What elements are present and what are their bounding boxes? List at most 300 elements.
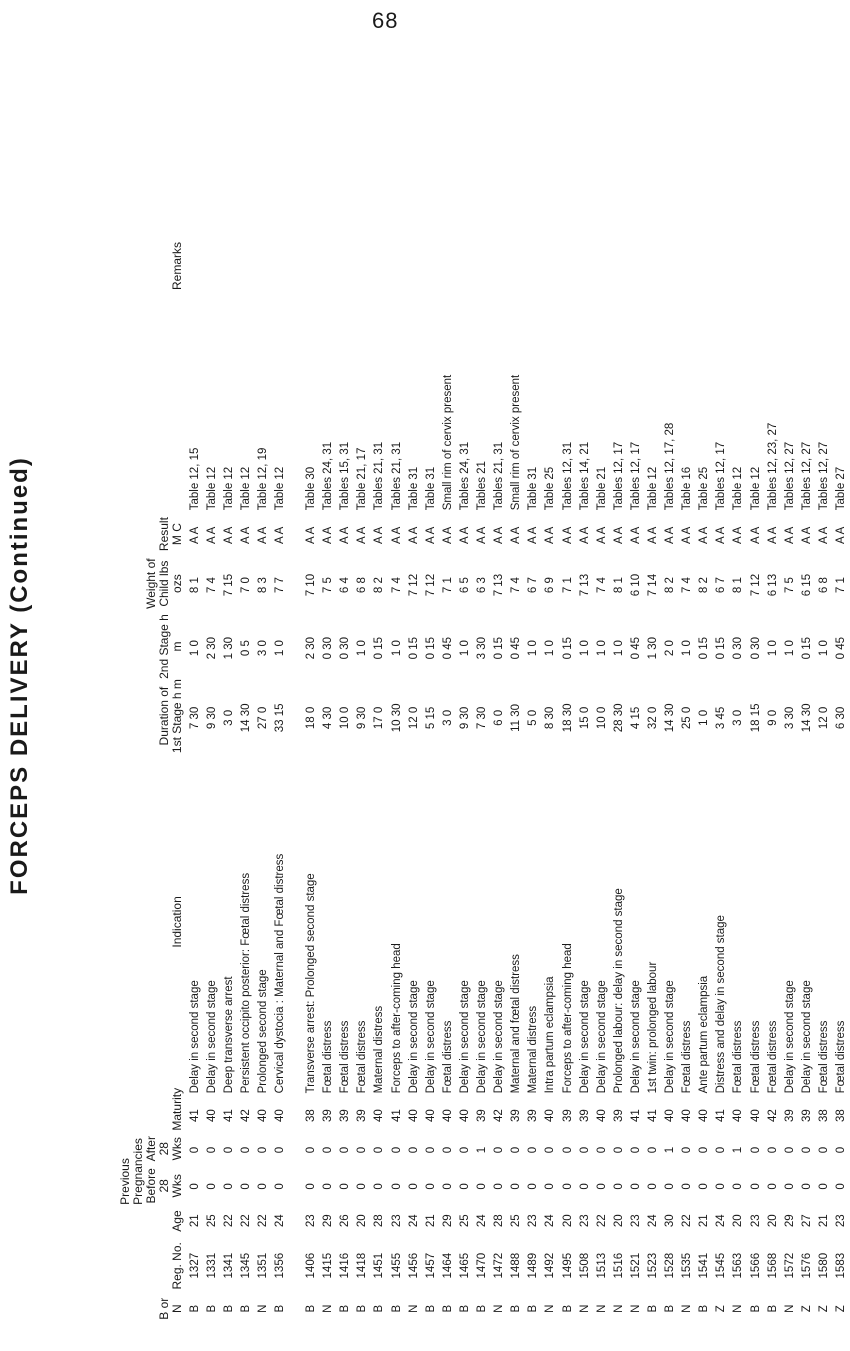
cell-indication: Maternal and fœtal distress [510, 954, 523, 1094]
cell-reg: 1341 [222, 1252, 235, 1279]
cell-prev-before: 0 [800, 1183, 813, 1190]
cell-indication: Transverse arrest: Prolonged second stage [305, 873, 318, 1094]
cell-prev-after: 0 [205, 1146, 218, 1154]
cell-age: 24 [715, 1214, 728, 1228]
cell-result-child: A [715, 526, 728, 535]
cell-stage2: 1 0 [595, 640, 608, 657]
cell-result [408, 516, 420, 554]
cell-remarks: Tables 12, 17 [715, 441, 728, 511]
cell-prev-before: 0 [274, 1183, 287, 1190]
cell-reg: 1331 [205, 1252, 218, 1279]
header-result: Result M C [157, 517, 184, 552]
cell-maturity: 40 [441, 1109, 454, 1123]
cell-stage2: 1 0 [578, 640, 591, 657]
cell-remarks: Tables 12, 27 [783, 441, 796, 511]
cell-weight: 6 7 [715, 577, 728, 594]
cell-age: 20 [612, 1214, 625, 1228]
cell-result-mother: A [390, 536, 403, 545]
cell-reg: 1470 [476, 1252, 489, 1279]
cell-stage2: 0 45 [510, 636, 523, 660]
cell-prev-after: 0 [646, 1146, 659, 1154]
cell-result [493, 516, 505, 554]
cell-remarks: Tables 21, 31 [390, 441, 403, 511]
cell-age: 22 [681, 1214, 694, 1228]
cell-stage2: 3 0 [256, 640, 269, 657]
cell-stage2: 1 30 [646, 636, 659, 660]
cell-result [223, 516, 235, 554]
cell-weight: 7 4 [390, 577, 403, 594]
cell-reg: 1513 [595, 1252, 608, 1279]
cell-weight: 6 9 [544, 577, 557, 594]
cell-result-mother: A [749, 536, 762, 545]
cell-remarks: Table 12 [274, 466, 287, 511]
cell-prev-after: 0 [493, 1146, 506, 1154]
cell-result-mother: A [612, 536, 625, 545]
cell-age: 29 [322, 1214, 335, 1228]
table-row [203, 23, 220, 1323]
cell-indication: Fœtal distress [339, 1020, 352, 1094]
cell-indication: Delay in second stage [424, 980, 437, 1094]
cell-stage1: 10 30 [390, 703, 403, 733]
cell-indication: Delay in second stage [407, 980, 420, 1094]
cell-stage2: 0 45 [441, 636, 454, 660]
table-row [644, 23, 661, 1323]
cell-age: 22 [222, 1214, 235, 1228]
cell-age: 23 [749, 1214, 762, 1228]
cell-result-mother: A [322, 536, 335, 545]
cell-stage2: 0 15 [424, 636, 437, 660]
cell-reg: 1541 [698, 1252, 711, 1279]
cell-remarks: Table 12 [749, 466, 762, 511]
table-row [456, 23, 473, 1323]
cell-remarks: Table 31 [407, 466, 420, 511]
cell-stage2: 0 5 [239, 640, 252, 657]
cell-prev-after: 1 [664, 1146, 677, 1154]
cell-maturity: 39 [510, 1109, 523, 1123]
cell-stage1: 17 0 [373, 706, 386, 730]
cell-prev-before: 0 [305, 1183, 318, 1190]
cell-weight: 6 10 [629, 573, 642, 597]
cell-remarks: Table 12, 19 [256, 447, 269, 511]
cell-remarks: Tables 15, 31 [339, 441, 352, 511]
cell-result-mother: A [835, 536, 848, 545]
cell-weight: 8 1 [732, 577, 745, 594]
cell-result-mother: A [561, 536, 574, 545]
cell-result [527, 516, 539, 554]
cell-age: 24 [476, 1214, 489, 1228]
cell-weight: 7 14 [646, 573, 659, 597]
cell-result-child: A [476, 526, 489, 535]
cell-remarks: Tables 12, 17 [612, 441, 625, 511]
table-row [696, 23, 713, 1323]
cell-bn: N [544, 1304, 557, 1313]
cell-remarks: Table 25 [544, 466, 557, 511]
cell-bn: B [390, 1304, 403, 1313]
cell-age: 21 [817, 1214, 830, 1228]
cell-stage2: 0 15 [373, 636, 386, 660]
cell-age: 23 [629, 1214, 642, 1228]
cell-maturity: 40 [732, 1109, 745, 1123]
cell-result-child: A [188, 526, 201, 535]
cell-result-mother: A [578, 536, 591, 545]
cell-reg: 1568 [766, 1252, 779, 1279]
cell-stage1: 9 30 [356, 706, 369, 730]
cell-prev-before: 0 [222, 1183, 235, 1190]
cell-stage1: 3 30 [783, 706, 796, 730]
cell-indication: Persistent occipito posterior: Fœtal distress [239, 872, 252, 1094]
group-separator [289, 23, 303, 1323]
cell-stage2: 2 30 [205, 636, 218, 660]
cell-indication: Forceps to after-coming head [561, 943, 574, 1094]
cell-prev-before: 0 [390, 1183, 403, 1190]
cell-maturity: 40 [205, 1109, 218, 1123]
cell-prev-after: 0 [256, 1146, 269, 1154]
cell-prev-after: 1 [732, 1146, 745, 1154]
cell-prev-before: 0 [766, 1183, 779, 1190]
cell-remarks: Table 12 [205, 466, 218, 511]
cell-result-mother: A [305, 536, 318, 545]
cell-reg: 1455 [390, 1252, 403, 1279]
cell-bn: N [783, 1304, 796, 1313]
cell-result [442, 516, 454, 554]
cell-indication: Deep transverse arrest [222, 976, 235, 1094]
cell-reg: 1572 [783, 1252, 796, 1279]
cell-weight: 7 13 [578, 573, 591, 597]
cell-weight: 6 15 [800, 573, 813, 597]
table-row [576, 23, 593, 1323]
cell-stage2: 1 0 [544, 640, 557, 657]
cell-remarks: Tables 21, 31 [373, 441, 386, 511]
cell-result-mother: A [817, 536, 830, 545]
cell-stage1: 7 30 [188, 706, 201, 730]
cell-result-child: A [766, 526, 779, 535]
cell-result [562, 516, 574, 554]
cell-result [664, 516, 676, 554]
cell-result-child: A [356, 526, 369, 535]
cell-stage1: 14 30 [664, 703, 677, 733]
cell-indication: Fœtal distress [322, 1020, 335, 1094]
cell-bn: B [222, 1304, 235, 1313]
cell-maturity: 40 [664, 1109, 677, 1123]
header-bor: B or N [157, 1297, 184, 1320]
cell-result [647, 516, 659, 554]
cell-weight: 7 12 [407, 573, 420, 597]
cell-stage1: 3 45 [715, 706, 728, 730]
cell-prev-after: 0 [188, 1146, 201, 1154]
cell-stage1: 7 30 [476, 706, 489, 730]
cell-result [715, 516, 727, 554]
cell-weight: 7 5 [783, 577, 796, 594]
cell-stage1: 4 30 [322, 706, 335, 730]
cell-prev-after: 0 [681, 1146, 694, 1154]
cell-age: 24 [274, 1214, 287, 1228]
cell-result [510, 516, 522, 554]
cell-prev-after: 0 [835, 1146, 848, 1154]
cell-maturity: 41 [188, 1109, 201, 1123]
cell-prev-before: 0 [356, 1183, 369, 1190]
cell-result-child: A [817, 526, 830, 535]
cell-prev-before: 0 [561, 1183, 574, 1190]
cell-remarks: Tables 12, 31 [561, 441, 574, 511]
cell-reg: 1516 [612, 1252, 625, 1279]
cell-prev-before: 0 [544, 1183, 557, 1190]
cell-bn: B [646, 1304, 659, 1313]
table-row [405, 23, 422, 1323]
cell-maturity: 41 [715, 1109, 728, 1123]
cell-prev-after: 0 [390, 1146, 403, 1154]
cell-age: 25 [510, 1214, 523, 1228]
cell-result [835, 516, 847, 554]
header-stage1-label: 1st Stage h m [170, 679, 184, 754]
cell-indication: Delay in second stage [595, 980, 608, 1094]
cell-prev-before: 0 [612, 1183, 625, 1190]
cell-remarks: Table 12 [646, 466, 659, 511]
cell-result-mother: A [441, 536, 454, 545]
cell-maturity: 40 [544, 1109, 557, 1123]
cell-bn: B [698, 1304, 711, 1313]
table-row [303, 23, 320, 1323]
cell-weight: 7 0 [239, 577, 252, 594]
cell-stage1: 15 0 [578, 706, 591, 730]
cell-weight: 7 4 [681, 577, 694, 594]
cell-stage2: 0 45 [835, 636, 848, 660]
cell-age: 21 [698, 1214, 711, 1228]
cell-maturity: 39 [356, 1109, 369, 1123]
cell-result-mother: A [629, 536, 642, 545]
cell-prev-before: 0 [476, 1183, 489, 1190]
cell-prev-after: 0 [222, 1146, 235, 1154]
cell-indication: Prolonged second stage [256, 969, 269, 1094]
cell-reg: 1472 [493, 1252, 506, 1279]
cell-stage2: 0 15 [715, 636, 728, 660]
cell-reg: 1415 [322, 1252, 335, 1279]
cell-maturity: 42 [239, 1109, 252, 1123]
cell-prev-after: 0 [510, 1146, 523, 1154]
cell-result-child: A [681, 526, 694, 535]
cell-prev-after: 0 [766, 1146, 779, 1154]
cell-indication: Prolonged labour: delay in second stage [612, 888, 625, 1094]
cell-stage2: 0 45 [629, 636, 642, 660]
cell-remarks: Table 27 [835, 466, 848, 511]
cell-stage1: 14 30 [239, 703, 252, 733]
cell-stage2: 0 30 [339, 636, 352, 660]
cell-result-child: A [339, 526, 352, 535]
cell-result-mother: A [239, 536, 252, 545]
cell-stage1: 18 30 [561, 703, 574, 733]
cell-weight: 7 12 [749, 573, 762, 597]
cell-stage1: 12 0 [407, 706, 420, 730]
cell-stage1: 32 0 [646, 706, 659, 730]
cell-bn: B [476, 1304, 489, 1313]
cell-result-mother: A [407, 536, 420, 545]
cell-prev-before: 0 [239, 1183, 252, 1190]
cell-stage1: 18 15 [749, 703, 762, 733]
cell-maturity: 41 [222, 1109, 235, 1123]
cell-prev-before: 0 [322, 1183, 335, 1190]
cell-result-mother: A [527, 536, 540, 545]
cell-age: 23 [835, 1214, 848, 1228]
cell-weight: 8 1 [188, 577, 201, 594]
cell-weight: 8 1 [612, 577, 625, 594]
header-reg-no: Reg. No. [170, 1242, 184, 1290]
cell-prev-before: 0 [527, 1183, 540, 1190]
table-row [559, 23, 576, 1323]
cell-prev-before: 0 [749, 1183, 762, 1190]
cell-indication: Delay in second stage [800, 980, 813, 1094]
header-prev-after: After 28 Wks [144, 1136, 184, 1162]
cell-prev-before: 0 [578, 1183, 591, 1190]
cell-age: 28 [493, 1214, 506, 1228]
cell-stage2: 0 30 [322, 636, 335, 660]
cell-weight: 6 4 [339, 577, 352, 594]
cell-stage2: 1 0 [612, 640, 625, 657]
cell-weight: 6 3 [476, 577, 489, 594]
cell-maturity: 39 [561, 1109, 574, 1123]
cell-bn: B [766, 1304, 779, 1313]
cell-remarks: Tables 12, 23, 27 [766, 422, 779, 511]
cell-bn: N [732, 1304, 745, 1313]
cell-result [189, 516, 201, 554]
cell-prev-after: 0 [373, 1146, 386, 1154]
cell-result-child: A [205, 526, 218, 535]
cell-result-mother: A [458, 536, 471, 545]
cell-prev-before: 0 [205, 1183, 218, 1190]
cell-prev-before: 0 [817, 1183, 830, 1190]
cell-stage1: 18 0 [305, 706, 318, 730]
cell-result [698, 516, 710, 554]
cell-maturity: 40 [458, 1109, 471, 1123]
cell-indication: 1st twin: prolonged labour [646, 961, 659, 1094]
cell-reg: 1327 [188, 1252, 201, 1279]
table-row [388, 23, 405, 1323]
cell-result-child: A [458, 526, 471, 535]
cell-stage1: 4 15 [629, 706, 642, 730]
cell-bn: N [629, 1304, 642, 1313]
cell-stage1: 11 30 [510, 703, 523, 732]
cell-weight: 7 1 [561, 577, 574, 594]
cell-result-child: A [239, 526, 252, 535]
cell-prev-before: 0 [835, 1183, 848, 1190]
cell-bn: B [458, 1304, 471, 1313]
cell-age: 20 [356, 1214, 369, 1228]
cell-bn: Z [715, 1305, 728, 1313]
cell-bn: B [305, 1304, 318, 1313]
cell-age: 23 [578, 1214, 591, 1228]
header-maturity: Maturity [170, 1087, 184, 1131]
cell-maturity: 42 [493, 1109, 506, 1123]
cell-stage1: 27 0 [256, 706, 269, 730]
cell-result-child: A [783, 526, 796, 535]
cell-maturity: 39 [476, 1109, 489, 1123]
cell-stage2: 0 30 [732, 636, 745, 660]
cell-remarks: Tables 12, 27 [800, 441, 813, 511]
cell-reg: 1528 [664, 1252, 677, 1279]
cell-stage2: 1 0 [274, 640, 287, 657]
cell-remarks: Table 30 [305, 466, 318, 511]
cell-indication: Cervical dystocia : Maternal and Fœtal distress [274, 853, 287, 1094]
cell-age: 26 [339, 1214, 352, 1228]
cell-stage2: 2 30 [305, 636, 318, 660]
cell-stage1: 10 0 [595, 706, 608, 730]
cell-age: 23 [527, 1214, 540, 1228]
table-body [186, 23, 850, 1323]
cell-indication: Ante partum eclampsia [698, 975, 711, 1094]
cell-result-mother: A [800, 536, 813, 545]
cell-bn: N [578, 1304, 591, 1313]
cell-result-child: A [595, 526, 608, 535]
cell-result-mother: A [188, 536, 201, 545]
cell-bn: B [188, 1304, 201, 1313]
cell-indication: Delay in second stage [493, 980, 506, 1094]
cell-bn: B [424, 1304, 437, 1313]
cell-stage2: 1 0 [681, 640, 694, 657]
table-row [713, 23, 730, 1323]
table-row [354, 23, 371, 1323]
table-row [491, 23, 508, 1323]
cell-result-child: A [274, 526, 287, 535]
cell-result-child: A [424, 526, 437, 535]
cell-reg: 1545 [715, 1252, 728, 1279]
cell-reg: 1566 [749, 1252, 762, 1279]
cell-result [391, 516, 403, 554]
cell-indication: Fœtal distress [732, 1020, 745, 1094]
cell-stage2: 0 30 [749, 636, 762, 660]
cell-remarks: Table 21 [595, 466, 608, 511]
cell-maturity: 38 [305, 1109, 318, 1123]
table-row [337, 23, 354, 1323]
cell-prev-after: 0 [239, 1146, 252, 1154]
cell-indication: Forceps to after-coming head [390, 943, 403, 1094]
table-row [474, 23, 491, 1323]
cell-indication: Fœtal distress [749, 1020, 762, 1094]
cell-bn: B [274, 1304, 287, 1313]
cell-maturity: 41 [629, 1109, 642, 1123]
cell-prev-after: 0 [595, 1146, 608, 1154]
cell-maturity: 40 [407, 1109, 420, 1123]
cell-prev-after: 0 [441, 1146, 454, 1154]
cell-result-child: A [664, 526, 677, 535]
cell-reg: 1418 [356, 1252, 369, 1279]
cell-stage1: 1 0 [698, 709, 711, 726]
cell-bn: B [561, 1304, 574, 1313]
cell-result [459, 516, 471, 554]
header-indication: Indication [170, 896, 184, 948]
cell-result [274, 516, 286, 554]
cell-prev-after: 0 [578, 1146, 591, 1154]
cell-indication: Fœtal distress [356, 1020, 369, 1094]
cell-indication: Fœtal distress [441, 1020, 454, 1094]
header-duration: Duration of [157, 686, 171, 746]
cell-weight: 6 8 [356, 577, 369, 594]
cell-result-mother: A [373, 536, 386, 545]
cell-age: 24 [407, 1214, 420, 1228]
cell-age: 24 [544, 1214, 557, 1228]
header-stage1 [158, 679, 186, 753]
cell-result-child: A [222, 526, 235, 535]
cell-prev-after: 0 [356, 1146, 369, 1154]
cell-result [257, 516, 269, 554]
page-number: 68 [372, 8, 399, 33]
cell-maturity: 40 [424, 1109, 437, 1123]
cell-age: 22 [239, 1214, 252, 1228]
cell-bn: B [749, 1304, 762, 1313]
cell-bn: N [595, 1304, 608, 1313]
cell-weight: 8 2 [698, 577, 711, 594]
cell-stage2: 1 0 [817, 640, 830, 657]
cell-reg: 1508 [578, 1252, 591, 1279]
cell-bn: B [441, 1304, 454, 1313]
cell-prev-after: 0 [424, 1146, 437, 1154]
